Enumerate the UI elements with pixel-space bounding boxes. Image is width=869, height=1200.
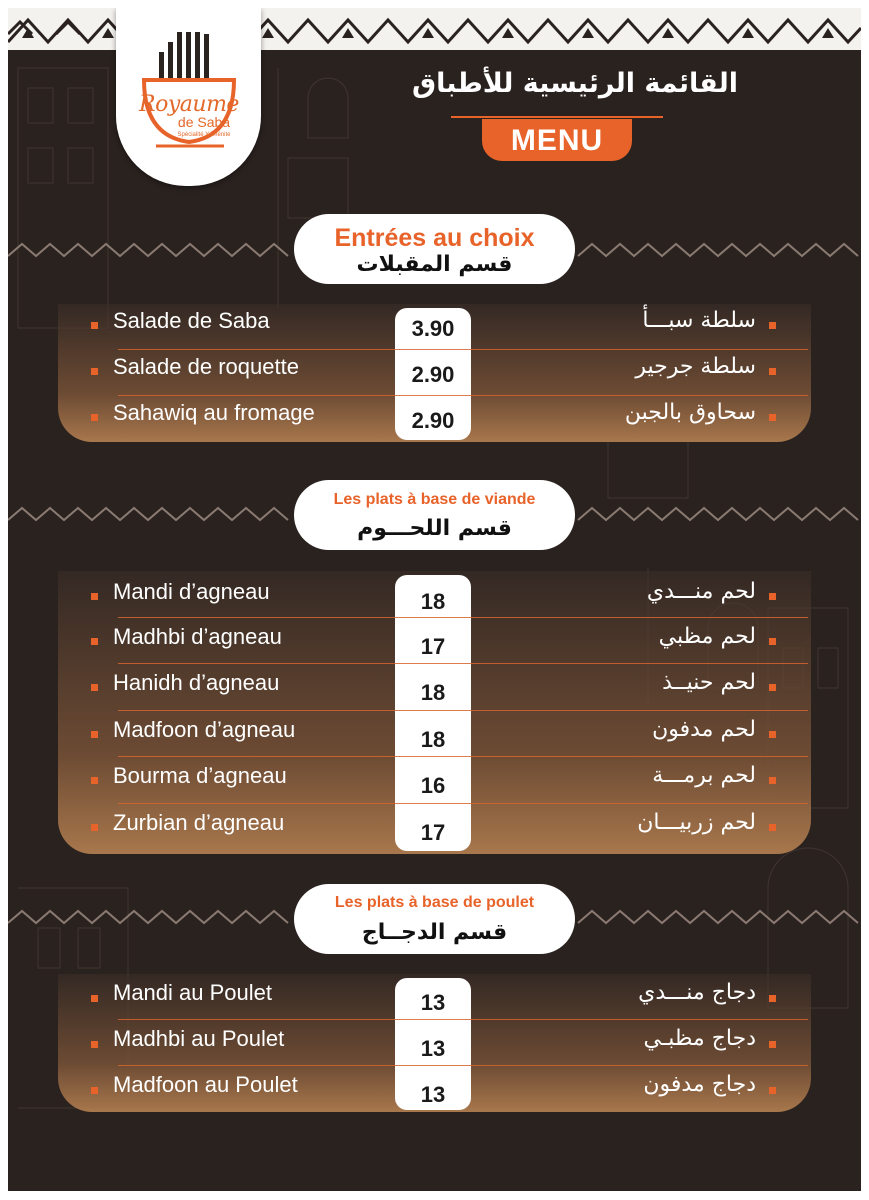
section-card-viande	[58, 571, 811, 854]
section-card-entrees	[58, 304, 811, 442]
bullet-icon	[769, 322, 776, 329]
bullet-icon	[91, 368, 98, 375]
bullet-icon	[769, 414, 776, 421]
section-title-ar: قسم اللحـــوم	[357, 516, 512, 541]
bullet-icon	[769, 593, 776, 600]
item-name-fr: Zurbian d’agneau	[113, 810, 285, 835]
bullet-icon	[91, 1041, 98, 1048]
menu-row	[58, 664, 811, 710]
bullet-icon	[91, 638, 98, 645]
item-name-ar: سحاوق بالجبن	[624, 400, 756, 425]
item-name-ar: سلطة سبـــأ	[642, 308, 756, 333]
item-price: 2.90	[411, 362, 455, 387]
item-name-ar: دجاج مدفون	[643, 1072, 756, 1097]
menu-row	[58, 304, 811, 350]
item-name-ar: دجاج منـــدي	[638, 980, 756, 1005]
title-underline	[451, 116, 663, 118]
menu-row	[58, 571, 811, 617]
logo	[116, 8, 261, 186]
item-name-fr: Salade de roquette	[113, 354, 299, 379]
item-price: 2.90	[411, 408, 455, 433]
bullet-icon	[91, 995, 98, 1002]
item-price: 16	[420, 773, 446, 798]
item-name-ar: لحم حنيــذ	[662, 670, 756, 695]
menu-row	[58, 711, 811, 757]
menu-badge: MENU	[482, 119, 632, 161]
item-name-ar: دجاج مظبـي	[643, 1026, 756, 1051]
menu-row	[58, 618, 811, 664]
bullet-icon	[91, 824, 98, 831]
bullet-icon	[91, 414, 98, 421]
item-name-fr: Mandi au Poulet	[113, 980, 272, 1005]
bullet-icon	[769, 1087, 776, 1094]
item-price: 18	[420, 727, 446, 752]
item-name-fr: Salade de Saba	[113, 308, 270, 333]
menu-row	[58, 1066, 811, 1112]
item-price: 3.90	[411, 316, 455, 341]
section-title-fr: Entrées au choix	[334, 224, 535, 252]
bullet-icon	[91, 593, 98, 600]
item-name-fr: Sahawiq au fromage	[113, 400, 315, 425]
item-name-ar: سلطة جرجير	[635, 354, 756, 379]
bullet-icon	[769, 684, 776, 691]
item-name-ar: لحم برمـــة	[652, 763, 756, 788]
menu-row	[58, 757, 811, 803]
bullet-icon	[769, 731, 776, 738]
item-name-fr: Mandi d’agneau	[113, 579, 270, 604]
page-title-arabic: القائمة الرئيسية للأطباق	[412, 68, 738, 99]
section-title-ar: قسم الدجــاج	[361, 920, 508, 945]
section-title-fr: Les plats à base de viande	[333, 491, 536, 508]
bullet-icon	[91, 684, 98, 691]
item-name-ar: لحم منـــدي	[646, 579, 756, 604]
item-name-ar: لحم مظبي	[658, 624, 756, 649]
bullet-icon	[91, 322, 98, 329]
menu-row	[58, 396, 811, 442]
menu-page	[8, 8, 861, 1191]
bullet-icon	[769, 824, 776, 831]
menu-row	[58, 804, 811, 850]
item-name-fr: Madhbi au Poulet	[113, 1026, 285, 1051]
bullet-icon	[769, 638, 776, 645]
item-price: 13	[420, 1036, 446, 1061]
bullet-icon	[769, 368, 776, 375]
section-card-poulet	[58, 974, 811, 1112]
item-price: 18	[420, 589, 446, 614]
item-name-fr: Bourma d’agneau	[113, 763, 287, 788]
bullet-icon	[91, 731, 98, 738]
logo-subtitle: de Saba	[177, 114, 231, 130]
item-name-fr: Madfoon d’agneau	[113, 717, 296, 742]
bullet-icon	[91, 777, 98, 784]
item-name-fr: Hanidh d’agneau	[113, 670, 280, 695]
section-title-fr: Les plats à base de poulet	[334, 894, 535, 911]
item-price: 18	[420, 680, 446, 705]
section-title-ar: قسم المقبلات	[356, 252, 513, 277]
bullet-icon	[769, 777, 776, 784]
item-price: 13	[420, 990, 446, 1015]
item-name-fr: Madhbi d’agneau	[113, 624, 282, 649]
bullet-icon	[91, 1087, 98, 1094]
section-header-poulet	[294, 884, 575, 954]
bullet-icon	[769, 1041, 776, 1048]
item-price: 13	[420, 1082, 446, 1107]
item-price: 17	[420, 634, 446, 659]
logo-name: Royaume	[139, 92, 239, 117]
item-name-ar: لحم زربيـــان	[637, 810, 756, 835]
section-header-viande	[294, 480, 575, 550]
item-price: 17	[420, 820, 446, 845]
item-name-ar: لحم مدفون	[652, 717, 756, 742]
menu-row	[58, 974, 811, 1020]
logo-tagline: Spécialité Yéménite	[177, 132, 231, 138]
menu-row	[58, 350, 811, 396]
item-name-fr: Madfoon au Poulet	[113, 1072, 298, 1097]
bullet-icon	[769, 995, 776, 1002]
section-header-entrees	[294, 214, 575, 284]
menu-row	[58, 1020, 811, 1066]
